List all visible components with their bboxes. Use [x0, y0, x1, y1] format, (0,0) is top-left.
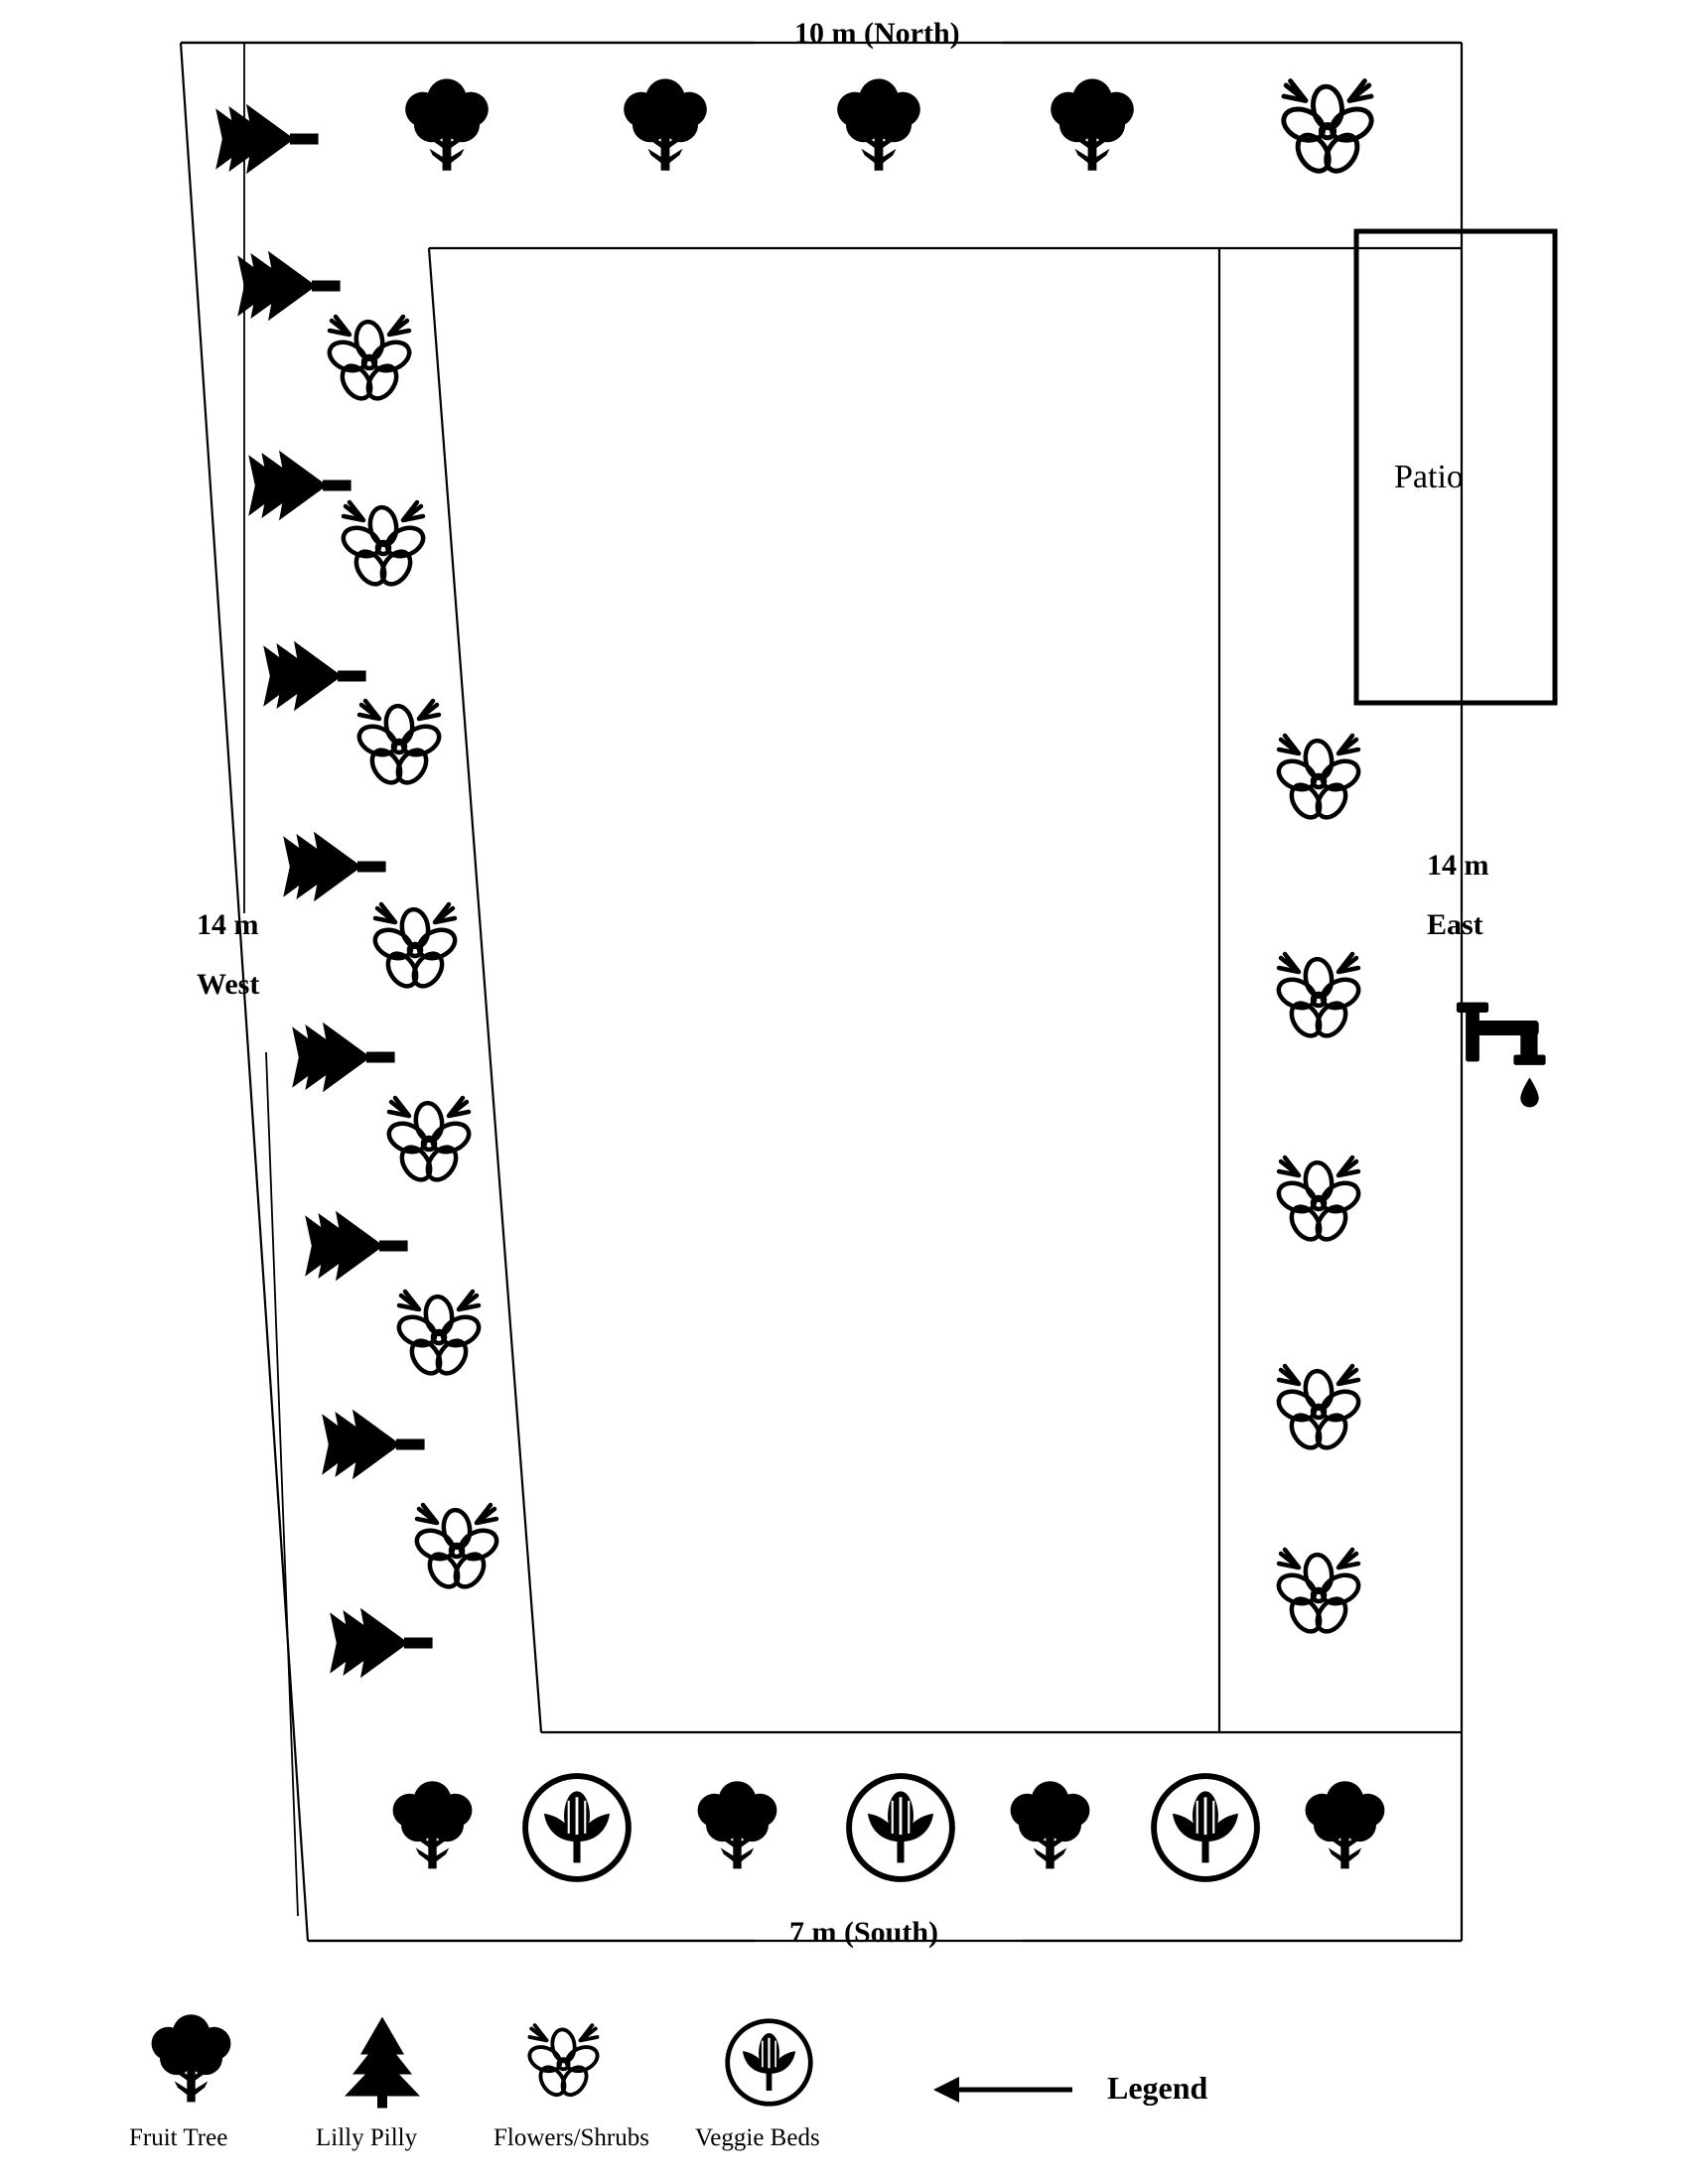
lilly-pilly-icon: [215, 104, 318, 174]
lilly-pilly-icon: [237, 251, 340, 321]
flower-shrub-icon: [354, 701, 443, 788]
fruit-tree-icon: [152, 2014, 231, 2102]
fruit-tree-icon: [837, 78, 920, 170]
lilly-pilly-icon: [292, 1023, 394, 1092]
fruit-tree-icon: [393, 1781, 473, 1868]
flower-shrub-icon: [526, 2025, 602, 2099]
fruit-tree-icon: [624, 78, 707, 170]
fruit-tree-icon: [1051, 78, 1134, 170]
legend-label-fruit-tree: Fruit Tree: [129, 2124, 228, 2151]
legend-label-lilly-pilly: Lilly Pilly: [316, 2124, 418, 2151]
lilly-pilly-icon: [263, 641, 365, 711]
flower-shrub-icon: [339, 502, 427, 590]
flower-shrub-icon: [412, 1505, 500, 1592]
dimension-west-value: 14 m: [197, 908, 259, 941]
flower-shrub-icon: [1274, 736, 1362, 823]
lilly-pilly-icon: [283, 832, 385, 901]
south-planting-row: [393, 1776, 1385, 1879]
legend-label-flowers-shrubs: Flowers/Shrubs: [493, 2124, 649, 2151]
inner-lawn-boundary: [429, 248, 1462, 1732]
east-planting-row: [1274, 736, 1362, 1637]
legend-arrow-icon: [933, 2077, 1072, 2103]
veggie-bed-icon: [728, 2021, 811, 2105]
north-planting-row: [215, 78, 1376, 177]
veggie-bed-icon: [849, 1776, 952, 1879]
flower-shrub-icon: [384, 1098, 473, 1185]
veggie-bed-icon: [1154, 1776, 1257, 1879]
flower-shrub-icon: [1274, 954, 1362, 1041]
flower-shrub-icon: [1274, 1550, 1362, 1637]
legend-label-veggie-beds: Veggie Beds: [695, 2124, 820, 2151]
patio-label: Patio: [1394, 459, 1464, 495]
lilly-pilly-icon: [248, 451, 351, 520]
west-planting-row: [237, 251, 500, 1678]
fruit-tree-icon: [1011, 1781, 1090, 1868]
lilly-pilly-icon: [345, 2017, 420, 2109]
dimension-west-direction: West: [197, 968, 260, 1001]
flower-shrub-icon: [325, 317, 413, 404]
dimension-east-direction: East: [1427, 908, 1483, 941]
dimension-east-value: 14 m: [1427, 849, 1489, 882]
flower-shrub-icon: [394, 1292, 483, 1379]
legend-title: Legend: [1107, 2070, 1208, 2106]
lilly-pilly-icon: [330, 1608, 432, 1678]
lilly-pilly-icon: [305, 1211, 407, 1281]
veggie-bed-icon: [525, 1776, 629, 1879]
flower-shrub-icon: [1274, 1366, 1362, 1453]
dimension-south: 7 m (South): [789, 1916, 939, 1949]
flower-shrub-icon: [1274, 1158, 1362, 1245]
tap-icon: [1457, 1003, 1546, 1108]
flower-shrub-icon: [370, 904, 459, 992]
fruit-tree-icon: [698, 1781, 777, 1868]
legend-icons: [152, 2014, 1072, 2108]
dimension-north: 10 m (North): [794, 17, 960, 50]
lilly-pilly-icon: [322, 1410, 424, 1479]
flower-shrub-icon: [1279, 81, 1376, 177]
fruit-tree-icon: [1306, 1781, 1385, 1868]
fruit-tree-icon: [405, 78, 489, 170]
